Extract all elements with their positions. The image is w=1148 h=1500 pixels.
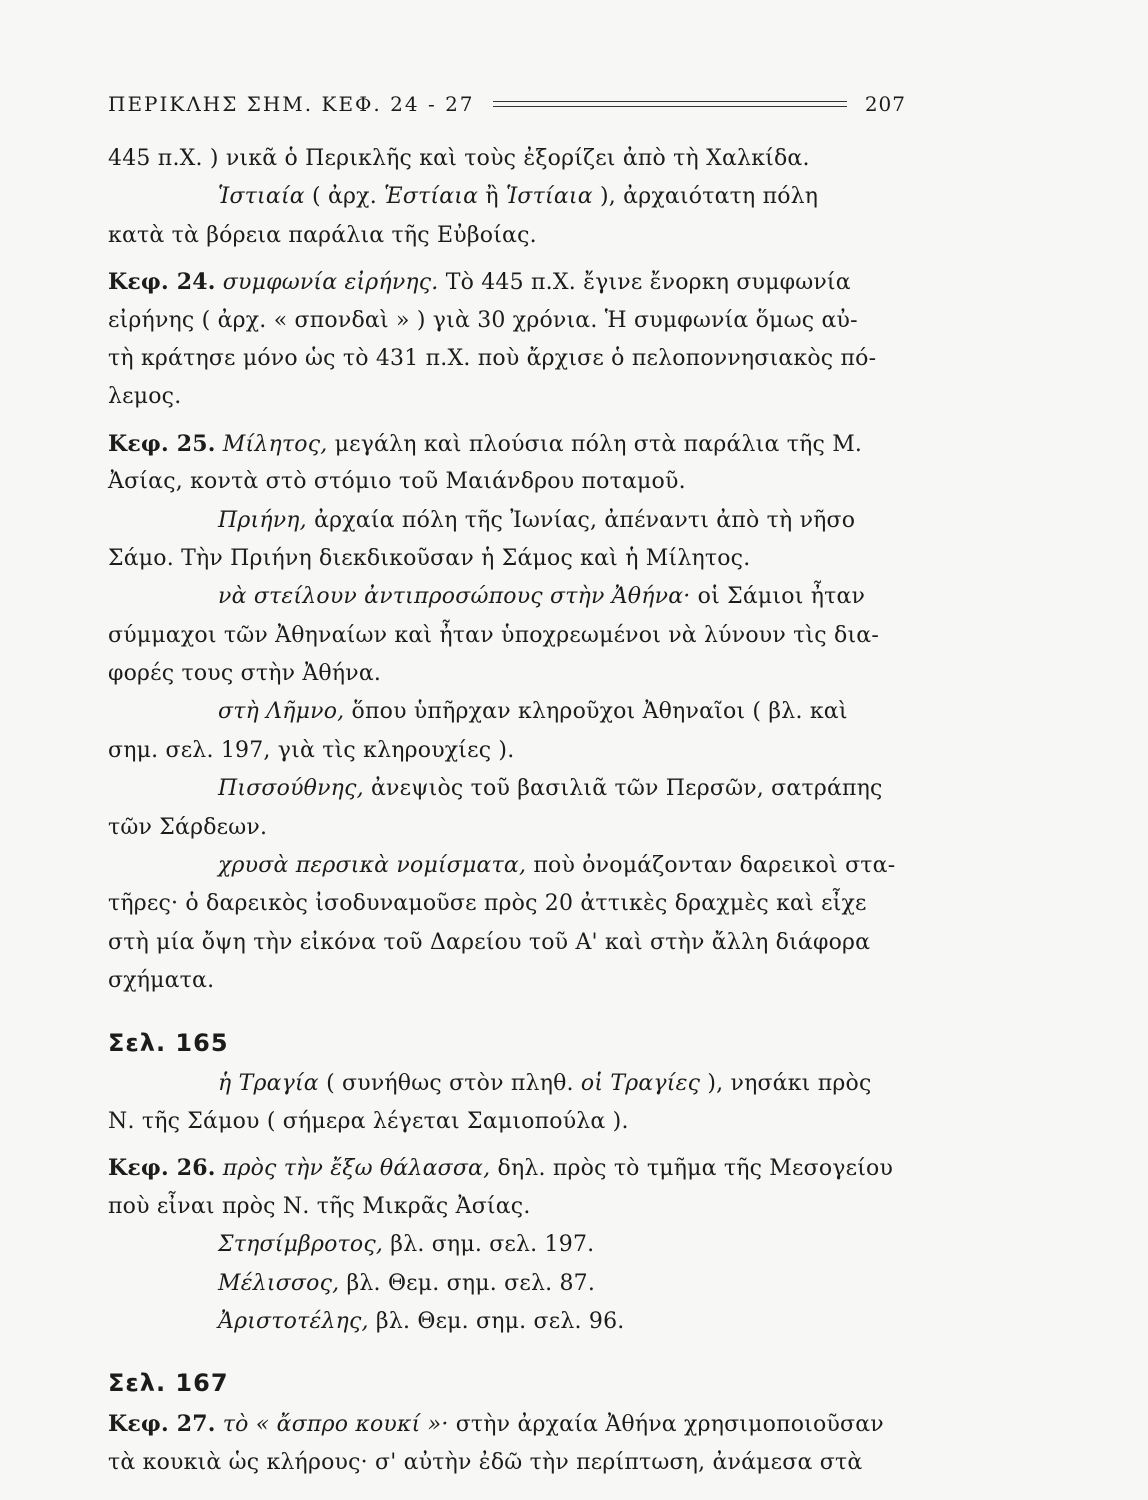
term-italic: Ἱστιαία (218, 184, 305, 210)
line-text: στὴ μία ὄψη τὴν εἰκόνα τοῦ Δαρείου τοῦ Α' καὶ στὴν ἄλλη διάφορα (108, 929, 871, 955)
text-line (108, 809, 908, 847)
line-text: ἀρχαία πόλη τῆς Ἰωνίας, ἀπέναντι ἀπὸ τὴ νῆσο (306, 507, 856, 533)
text-line (108, 378, 908, 416)
term-italic: Στησίμβροτος, (218, 1232, 384, 1258)
line-text: Ἀσίας, κοντὰ στὸ στόμιο τοῦ Μαιάνδρου ποταμοῦ. (108, 469, 686, 495)
text-line (108, 463, 908, 501)
text-line (108, 178, 908, 216)
text-line (108, 885, 908, 923)
line-text: στὴν ἀρχαία Ἀθήνα χρησιμοποιοῦσαν (448, 1412, 884, 1438)
line-text: οἱ Σάμιοι ἦταν (690, 584, 866, 610)
line-text: βλ. σημ. σελ. 197. (383, 1232, 595, 1258)
chapter-label: Κεφ. 24. (108, 269, 216, 296)
term-italic: οἱ Τραγίες (580, 1070, 701, 1096)
term-italic: χρυσὰ περσικὰ νομίσματα, (218, 853, 527, 879)
line-text: μεγάλη καὶ πλούσια πόλη στὰ παράλια τῆς Μ. (327, 431, 863, 457)
line-text: φορές τους στὴν Ἀθήνα. (108, 661, 382, 687)
line-text: Ν. τῆς Σάμου ( σήμερα λέγεται Σαμιοπούλα ). (108, 1108, 629, 1134)
text-line (108, 578, 908, 616)
text-line (108, 617, 908, 655)
text-line (108, 1149, 908, 1187)
term-italic: πρὸς τὴν ἔξω θάλασσα, (222, 1156, 491, 1182)
term-italic: στὴ Λῆμνο, (218, 699, 345, 725)
section-heading: Σελ. 165 (108, 1028, 229, 1057)
text-line (108, 340, 908, 378)
line-text: ( ἀρχ. (304, 184, 385, 210)
line-text: τὴ κράτησε μόνο ὡς τὸ 431 π.Χ. ποὺ ἄρχισε ὁ πελοποννησιακὸς πό- (108, 345, 877, 371)
term-italic: Μίλητος, (222, 431, 328, 457)
line-text: δηλ. πρὸς τὸ τμῆμα τῆς Μεσογείου (490, 1156, 894, 1182)
text-line (108, 962, 908, 1000)
text-line (108, 1405, 908, 1443)
chapter-label: Κεφ. 26. (108, 1155, 216, 1182)
term-italic: Μέλισσος, (218, 1270, 340, 1296)
term-italic: ἡ Τραγία (218, 1070, 319, 1096)
term-italic: Ἑστίαια (384, 184, 479, 210)
term-italic: νὰ στείλουν ἀντιπροσώπους στὴν Ἀθήνα· (218, 584, 691, 610)
chapter-label: Κεφ. 25. (108, 430, 216, 457)
line-text: σχήματα. (108, 968, 215, 994)
text-line (108, 1265, 908, 1303)
line-text: ἢ (478, 184, 506, 210)
line-text: ὅπου ὑπῆρχαν κληροῦχοι Ἀθηναῖοι ( βλ. καὶ (344, 699, 848, 725)
text-line (108, 140, 908, 178)
line-text: βλ. Θεμ. σημ. σελ. 96. (368, 1308, 625, 1334)
term-italic: συμφωνία εἰρήνης. (222, 270, 439, 296)
chapter-label: Κεφ. 27. (108, 1411, 216, 1438)
term-italic: Πισσούθνης, (218, 776, 364, 802)
line-text: ), νησάκι πρὸς (700, 1070, 872, 1096)
text-line (108, 1226, 908, 1264)
text-line (108, 425, 908, 463)
text-line (108, 217, 908, 255)
line-text: ποὺ εἶναι πρὸς Ν. τῆς Μικρᾶς Ἀσίας. (108, 1193, 531, 1219)
line-text: ( συνήθως στὸν πληθ. (318, 1070, 581, 1096)
line-text: εἰρήνης ( ἀρχ. « σπονδαὶ » ) γιὰ 30 χρόνια. Ἡ συμφωνία ὅμως αὐ- (108, 307, 858, 333)
text-line (108, 1103, 908, 1141)
text-line (108, 1065, 908, 1103)
line-text: Σάμο. Τὴν Πριήνη διεκδικοῦσαν ἡ Σάμος καὶ ἡ Μίλητος. (108, 545, 751, 571)
text-line (108, 655, 908, 693)
text-line (108, 1303, 908, 1341)
line-text: σημ. σελ. 197, γιὰ τὶς κληρουχίες ). (108, 737, 515, 763)
line-text: τῶν Σάρδεων. (108, 814, 268, 840)
header-double-rule (493, 101, 847, 107)
term-italic: τὸ « ἄσπρο κουκί »· (222, 1412, 449, 1438)
line-text: σύμμαχοι τῶν Ἀθηναίων καὶ ἦταν ὑποχρεωμένοι νὰ λύνουν τὶς δια- (108, 622, 879, 648)
text-line (108, 540, 908, 578)
running-title: ΠΕΡΙΚΛΗΣ ΣΗΜ. ΚΕΦ. 24 - 27 (108, 92, 475, 116)
text-line (108, 1188, 908, 1226)
line-text: 445 π.Χ. ) νικᾶ ὁ Περικλῆς καὶ τοὺς ἐξορίζει ἀπὸ τὴ Χαλκίδα. (108, 146, 810, 171)
text-line (108, 693, 908, 731)
term-italic: Πριήνη, (218, 507, 307, 533)
line-text: ), ἀρχαιότατη πόλη (592, 184, 819, 210)
line-text: κατὰ τὰ βόρεια παράλια τῆς Εὐβοίας. (108, 222, 537, 248)
line-text: βλ. Θεμ. σημ. σελ. 87. (339, 1270, 596, 1296)
text-line (108, 302, 908, 340)
text-line (108, 924, 908, 962)
text-line (108, 770, 908, 808)
text-line (108, 847, 908, 885)
page-body (108, 140, 908, 1482)
line-text: τὰ κουκιὰ ὡς κλήρους· σ' αὐτὴν ἐδῶ τὴν περίπτωση, ἀνάμεσα στὰ (108, 1449, 863, 1475)
text-line (108, 732, 908, 770)
text-line (108, 1444, 908, 1482)
line-text: ποὺ ὀνομάζονταν δαρεικοὶ στα- (526, 853, 896, 879)
line-text: ἀνεψιὸς τοῦ βασιλιᾶ τῶν Περσῶν, σατράπης (363, 776, 883, 802)
term-italic: Ἱστίαια (505, 184, 593, 210)
line-text: λεμος. (108, 384, 182, 410)
text-line (108, 263, 908, 301)
line-text: τῆρες· ὁ δαρεικὸς ἰσοδυναμοῦσε πρὸς 20 ἀττικὲς δραχμὲς καὶ εἶχε (108, 891, 867, 917)
term-italic: Ἀριστοτέλης, (218, 1308, 369, 1334)
running-header (108, 92, 906, 116)
page-number: 207 (864, 92, 906, 116)
line-text: Τὸ 445 π.Χ. ἔγινε ἔνορκη συμφωνία (438, 270, 851, 296)
section-heading: Σελ. 167 (108, 1369, 229, 1398)
text-line (108, 502, 908, 540)
